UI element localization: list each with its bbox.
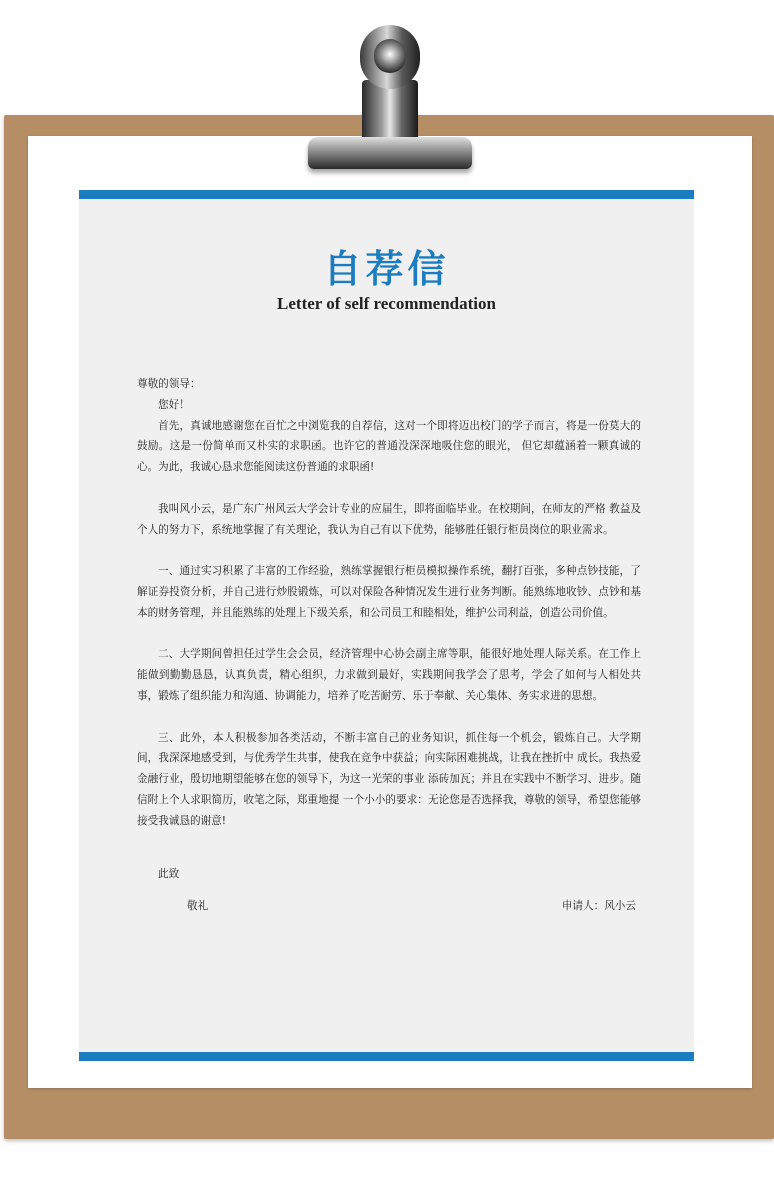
paragraph-point-three: 三、此外，本人积极参加各类活动，不断丰富自己的业务知识，抓住每一个机会，锻炼自己。大学期间，我深深地感受到，与优秀学生共事，使我在竞争中获益；向实际困难挑战，让我在挫折中 成长。我热爱金融行业，殷切地期望能够在您的领导下，为这一光荣的事业 添砖加瓦；并且在实践中不断学习、进步。随信附上个人求职简历，收笔之际，郑重地提 一个小小的要求：无论您是否选择我，尊敬的领导，希望您能够接受我诚恳的谢意! <box>137 731 641 827</box>
binder-clip-icon <box>300 25 480 175</box>
paragraph-self-introduction: 我叫风小云，是广东广州风云大学会计专业的应届生，即将面临毕业。在校期间，在师友的严格 教益及个人的努力下，系统地掌握了有关理论，我认为自己有以下优势，能够胜任银行柜员岗位的职业需求。 <box>137 502 641 536</box>
letter-title: 自荐信 <box>323 247 450 291</box>
paragraph-point-one: 一、通过实习积累了丰富的工作经验，熟练掌握银行柜员模拟操作系统，翻打百张，多种点钞技能，了解证券投资分析，并自己进行炒股锻炼，可以对保险各种情况发生进行业务判断。能熟练地收钞、点钞和基本的财务管理，并且能熟练的处理上下级关系，和公司员工和睦相处，维护公司利益，创造公司价值。 <box>137 565 641 619</box>
letter-subtitle: Letter of self recommendation <box>277 294 496 313</box>
greeting: 您好！ <box>158 398 190 411</box>
letter-panel <box>79 190 694 1061</box>
closing-text: 此致 <box>158 868 180 880</box>
paragraph-intro: 首先，真诚地感谢您在百忙之中浏览我的自荐信，这对一个即将迈出校门的学子而言，将是一份莫大的鼓励。这是一份简单而又朴实的求职函。也许它的普通没深深地吸住您的眼光， 但它却蕴涵着一颗真诚的心。为此，我诚心恳求您能阅读这份普通的求职函! <box>137 419 641 474</box>
regards-text: 敬礼 <box>187 900 209 912</box>
salutation: 尊敬的领导： <box>137 378 201 390</box>
applicant-signature: 申请人：风小云 <box>561 900 636 912</box>
top-accent-bar <box>79 190 694 199</box>
paragraph-point-two: 二、大学期间曾担任过学生会会员，经济管理中心协会副主席等职，能很好地处理人际关系。在工作上能做到勤勤恳恳，认真负责，精心组织，力求做到最好，实践期间我学会了思考，学会了如何与人相处共事，锻炼了组织能力和沟通、协调能力，培养了吃苦耐劳、乐于奉献、关心集体、务实求进的思想。 <box>137 648 641 702</box>
bottom-accent-bar <box>79 1052 694 1061</box>
letter-body <box>137 374 641 832</box>
